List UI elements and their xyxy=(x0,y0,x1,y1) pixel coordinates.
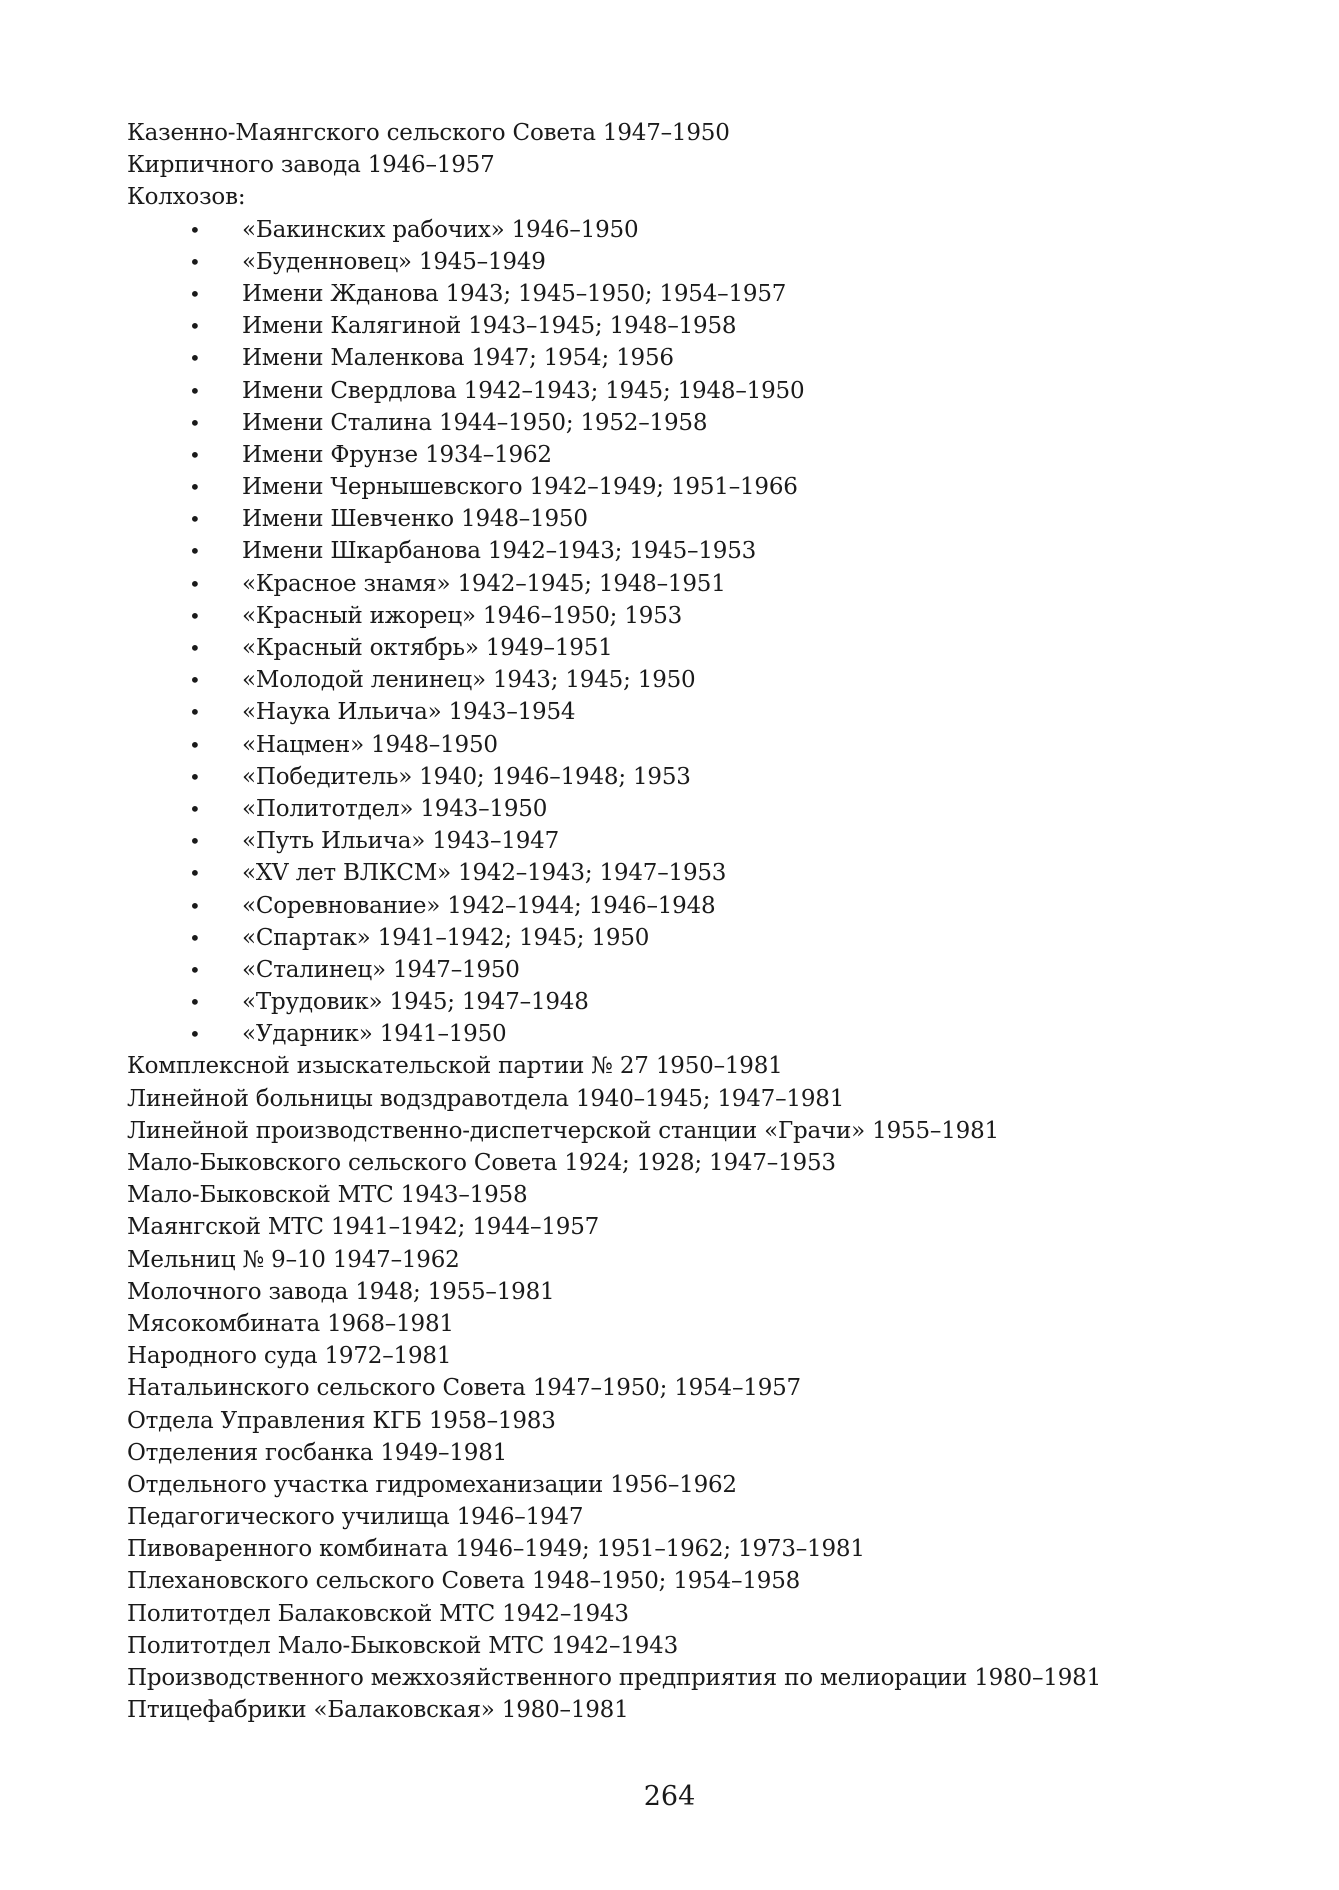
text-line: Пивоваренного комбината 1946–1949; 1951–1962; 1973–1981 xyxy=(127,1536,865,1563)
text-line: Линейной производственно-диспетчерской станции «Грачи» 1955–1981 xyxy=(127,1117,999,1144)
page-content xyxy=(127,117,1227,1726)
list-item-label: «Бакинских рабочих» 1946–1950 xyxy=(242,216,639,243)
bullet-icon: • xyxy=(189,539,201,564)
list-item xyxy=(127,632,1227,664)
list-item-label: «Буденновец» 1945–1949 xyxy=(242,248,546,275)
list-item-label: «XV лет ВЛКСМ» 1942–1943; 1947–1953 xyxy=(242,860,727,887)
list-item xyxy=(127,439,1227,471)
text-line: Педагогического училища 1946–1947 xyxy=(127,1504,584,1531)
list-item xyxy=(127,793,1227,825)
list-item xyxy=(127,375,1227,407)
top-lines xyxy=(127,117,1227,214)
bullet-icon: • xyxy=(189,668,201,693)
bullet-icon: • xyxy=(189,893,201,918)
list-item xyxy=(127,310,1227,342)
list-item xyxy=(127,471,1227,503)
bullet-icon: • xyxy=(189,1022,201,1047)
bullet-icon: • xyxy=(189,378,201,403)
text-line: Линейной больницы водздравотдела 1940–1945; 1947–1981 xyxy=(127,1085,845,1112)
list-item xyxy=(127,503,1227,535)
list-item-label: «Трудовик» 1945; 1947–1948 xyxy=(242,989,589,1016)
list-item-label: «Нацмен» 1948–1950 xyxy=(242,731,498,758)
list-item-label: Имени Сталина 1944–1950; 1952–1958 xyxy=(242,409,708,436)
list-item-label: «Путь Ильича» 1943–1947 xyxy=(242,828,560,855)
text-line: Отдельного участка гидромеханизации 1956–1962 xyxy=(127,1471,737,1498)
list-item xyxy=(127,954,1227,986)
kolkhoz-list xyxy=(127,214,1227,1051)
bullet-icon: • xyxy=(189,346,201,371)
list-item xyxy=(127,407,1227,439)
list-item-label: Имени Фрунзе 1934–1962 xyxy=(242,441,552,468)
text-line: Политотдел Балаковской МТС 1942–1943 xyxy=(127,1600,629,1627)
bullet-icon: • xyxy=(189,410,201,435)
bullet-icon: • xyxy=(189,796,201,821)
list-item xyxy=(127,761,1227,793)
text-line: Мельниц № 9–10 1947–1962 xyxy=(127,1246,460,1273)
list-item-label: «Политотдел» 1943–1950 xyxy=(242,795,548,822)
bullet-icon: • xyxy=(189,603,201,628)
list-item xyxy=(127,986,1227,1018)
text-line: Производственного межхозяйственного предприятия по мелиорации 1980–1981 xyxy=(127,1665,1102,1691)
list-item xyxy=(127,825,1227,857)
bullet-icon: • xyxy=(189,507,201,532)
list-item-label: Имени Чернышевского 1942–1949; 1951–1966 xyxy=(242,474,798,501)
text-line: Маянгской МТС 1941–1942; 1944–1957 xyxy=(127,1214,600,1241)
bullet-icon: • xyxy=(189,700,201,725)
text-line: Птицефабрики «Балаковская» 1980–1981 xyxy=(127,1697,629,1724)
list-item-label: «Спартак» 1941–1942; 1945; 1950 xyxy=(242,924,650,951)
list-item xyxy=(127,890,1227,922)
list-item xyxy=(127,342,1227,374)
text-line: Казенно-Маянгского сельского Совета 1947–1950 xyxy=(127,120,730,146)
text-line: Мало-Быковского сельского Совета 1924; 1928; 1947–1953 xyxy=(127,1150,836,1176)
list-item-label: «Красный октябрь» 1949–1951 xyxy=(242,635,613,661)
list-item xyxy=(127,278,1227,310)
text-line: Натальинского сельского Совета 1947–1950; 1954–1957 xyxy=(127,1375,801,1402)
text-line: Народного суда 1972–1981 xyxy=(127,1343,452,1370)
list-item-label: «Сталинец» 1947–1950 xyxy=(242,956,520,983)
list-item-label: Имени Калягиной 1943–1945; 1948–1958 xyxy=(242,313,737,340)
list-item-label: Имени Свердлова 1942–1943; 1945; 1948–1950 xyxy=(242,377,805,404)
bullet-icon: • xyxy=(189,217,201,242)
list-item-label: «Ударник» 1941–1950 xyxy=(242,1021,507,1048)
list-item-label: Имени Маленкова 1947; 1954; 1956 xyxy=(242,345,674,372)
list-item xyxy=(127,535,1227,567)
list-item xyxy=(127,664,1227,696)
bullet-icon: • xyxy=(189,281,201,306)
text-line: Плехановского сельского Совета 1948–1950; 1954–1958 xyxy=(127,1568,801,1595)
list-item xyxy=(127,246,1227,278)
list-item xyxy=(127,600,1227,632)
bullet-icon: • xyxy=(189,571,201,596)
bullet-icon: • xyxy=(189,957,201,982)
list-item xyxy=(127,214,1227,246)
list-item xyxy=(127,1018,1227,1050)
list-item-label: «Красное знамя» 1942–1945; 1948–1951 xyxy=(242,570,726,597)
bottom-lines xyxy=(127,1050,1227,1726)
list-item-label: «Красный ижорец» 1946–1950; 1953 xyxy=(242,602,683,629)
list-item-label: «Наука Ильича» 1943–1954 xyxy=(242,699,576,726)
bullet-icon: • xyxy=(189,636,201,660)
list-item xyxy=(127,857,1227,889)
bullet-icon: • xyxy=(189,314,201,339)
text-line: Кирпичного завода 1946–1957 xyxy=(127,152,495,179)
page-number: 264 xyxy=(643,1781,696,1812)
list-item-label: Имени Шкарбанова 1942–1943; 1945–1953 xyxy=(242,538,757,565)
text-line: Мало-Быковской МТС 1943–1958 xyxy=(127,1182,528,1209)
text-line: Политотдел Мало-Быковской МТС 1942–1943 xyxy=(127,1632,679,1659)
list-item-label: «Соревнование» 1942–1944; 1946–1948 xyxy=(242,892,716,919)
list-item xyxy=(127,696,1227,728)
list-item-label: «Победитель» 1940; 1946–1948; 1953 xyxy=(242,763,691,790)
bullet-icon: • xyxy=(189,990,201,1015)
text-line: Молочного завода 1948; 1955–1981 xyxy=(127,1278,555,1305)
list-item-label: «Молодой ленинец» 1943; 1945; 1950 xyxy=(242,667,696,694)
list-item-label: Имени Шевченко 1948–1950 xyxy=(242,506,588,533)
list-item xyxy=(127,568,1227,600)
list-item xyxy=(127,922,1227,954)
list-item xyxy=(127,729,1227,761)
bullet-icon: • xyxy=(189,861,201,886)
bullet-icon: • xyxy=(189,925,201,950)
list-item-label: Имени Жданова 1943; 1945–1950; 1954–1957 xyxy=(242,280,787,307)
bullet-icon: • xyxy=(189,829,201,854)
bullet-icon: • xyxy=(189,475,201,500)
text-line: Колхозов: xyxy=(127,184,246,211)
bullet-icon: • xyxy=(189,764,201,789)
bullet-icon: • xyxy=(189,249,201,274)
text-line: Отдела Управления КГБ 1958–1983 xyxy=(127,1407,556,1434)
text-line: Мясокомбината 1968–1981 xyxy=(127,1310,454,1337)
bullet-icon: • xyxy=(189,732,201,757)
bullet-icon: • xyxy=(189,442,201,467)
text-line: Комплексной изыскательской партии № 27 1950–1981 xyxy=(127,1053,783,1080)
text-line: Отделения госбанка 1949–1981 xyxy=(127,1439,508,1466)
